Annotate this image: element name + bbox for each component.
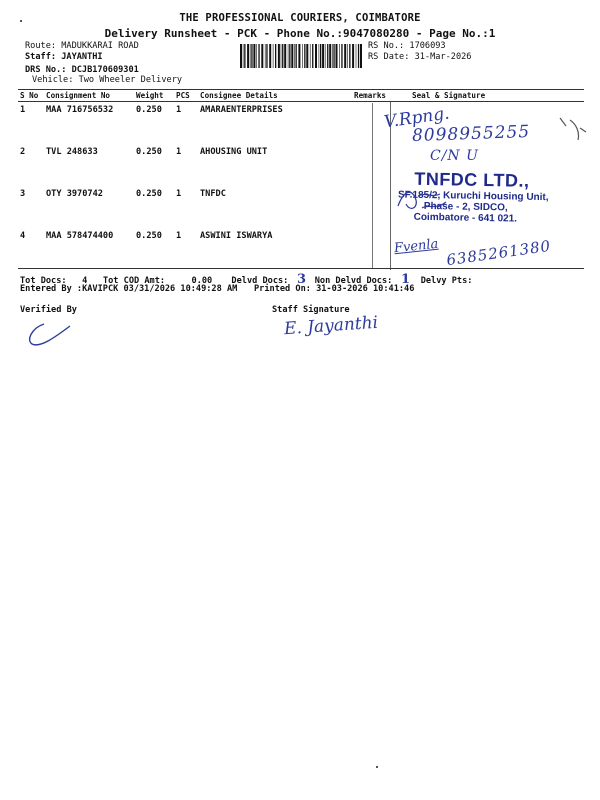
handwritten-receiver-name-4: Fvenla <box>393 236 440 257</box>
col-consignment: Consignment No <box>44 90 134 102</box>
tot-cod-label: Tot COD Amt: <box>102 276 166 286</box>
cell-pcs: 1 <box>176 105 182 115</box>
entered-by: Entered By :KAVIPCK 03/31/2026 10:49:28 AM <box>20 284 238 294</box>
handwritten-receiver-phone-4: 6385261380 <box>445 236 553 270</box>
cell-consignee: AHOUSING UNIT <box>200 147 268 157</box>
barcode <box>240 44 364 68</box>
checkmark-icon <box>556 114 590 144</box>
staff-signature: E. Jayanthi <box>283 312 379 340</box>
cell-sno: 4 <box>20 231 26 241</box>
cell-weight: 0.250 <box>136 105 162 115</box>
delvd-docs-label: Delvd Docs: <box>231 276 289 286</box>
cell-remarks <box>352 228 390 270</box>
col-pcs: PCS <box>174 90 198 102</box>
speck <box>20 20 22 22</box>
col-remarks: Remarks <box>352 90 390 102</box>
col-sno: S No <box>18 90 44 102</box>
drs-number: DRS No.: DCJB170609301 <box>25 65 139 75</box>
cell-consignment: MAA 578474400 <box>46 231 114 241</box>
col-weight: Weight <box>134 90 174 102</box>
cell-remarks <box>352 186 390 228</box>
printed-on: Printed On: 31-03-2026 10:41:46 <box>254 284 415 294</box>
staff-signature-label: Staff Signature <box>272 305 350 315</box>
staff-label: Staff: JAYANTHI <box>25 52 103 62</box>
rs-date: RS Date: 31-Mar-2026 <box>368 52 472 62</box>
table-header-row <box>18 90 584 102</box>
cell-pcs: 1 <box>176 147 182 157</box>
company-name: THE PROFESSIONAL COURIERS, COIMBATORE <box>179 12 421 24</box>
cell-weight: 0.250 <box>136 147 162 157</box>
signature-box-left-border <box>372 103 373 268</box>
stamp-signature-scribble <box>392 186 452 216</box>
tot-docs-value: 4 <box>82 276 88 286</box>
cell-sno: 3 <box>20 189 26 199</box>
cell-consignee: ASWINI ISWARYA <box>200 231 273 241</box>
cell-sno: 2 <box>20 147 26 157</box>
verified-by-label: Verified By <box>20 305 77 315</box>
cell-weight: 0.250 <box>136 189 162 199</box>
handwritten-receiver-phone: 8098955255 <box>411 121 531 147</box>
stamp-address-line2: Phase - 2, SIDCO, <box>423 200 508 214</box>
cell-weight: 0.250 <box>136 231 162 241</box>
non-delvd-docs-value: 1 <box>400 272 411 287</box>
verifier-signature <box>24 318 76 350</box>
stamp-address-line3: Coimbatore - 641 021. <box>413 211 518 225</box>
speck <box>376 766 378 768</box>
cell-sno: 1 <box>20 105 26 115</box>
tot-cod-value: 0.00 <box>191 276 213 286</box>
stamp-name: TNFDC LTD., <box>414 168 530 191</box>
cell-consignment: MAA 716756532 <box>46 105 114 115</box>
cell-consignee: TNFDC <box>200 189 226 199</box>
cell-consignment: OTY 3970742 <box>46 189 103 199</box>
non-delvd-docs-label: Non Delvd Docs: <box>314 276 393 286</box>
vehicle-label: Vehicle: Two Wheeler Delivery <box>32 75 183 85</box>
cell-consignment: TVL 248633 <box>46 147 98 157</box>
rs-number: RS No.: 1706093 <box>368 41 446 51</box>
runsheet-title: Delivery Runsheet - PCK - Phone No.:9047080280 - Page No.:1 <box>104 27 496 40</box>
delvy-pts-label: Delvy Pts: <box>420 276 473 286</box>
route-label: Route: MADUKKARAI ROAD <box>25 41 139 51</box>
delvd-docs-value: 3 <box>297 272 307 287</box>
cell-pcs: 1 <box>176 189 182 199</box>
cell-pcs: 1 <box>176 231 182 241</box>
cell-remarks <box>352 144 390 186</box>
stamp-address-line1: SF.185/2, Kuruchi Housing Unit, <box>397 189 549 204</box>
tot-docs-label: Tot Docs: <box>20 276 67 286</box>
col-seal-signature: Seal & Signature <box>390 90 584 102</box>
table-bottom-rule <box>18 268 584 269</box>
col-consignee: Consignee Details <box>198 90 352 102</box>
handwritten-receiver-name: V.Rpng. <box>382 103 451 133</box>
cell-consignee: AMARAENTERPRISES <box>200 105 283 115</box>
handwritten-note: C/N U <box>430 148 479 164</box>
